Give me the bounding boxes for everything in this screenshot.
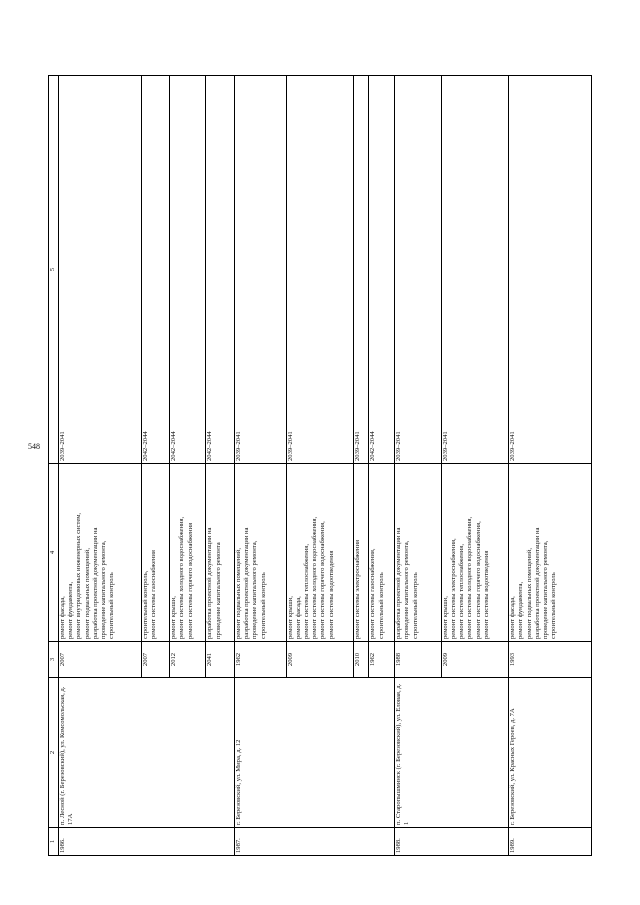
work-item: строительный контроль: [377, 572, 385, 639]
work-item: ремонт внутридомовых инженерных систем,: [75, 512, 83, 639]
year-cell: 1988: [395, 642, 442, 678]
row-number: 1987.: [234, 828, 394, 856]
work-item: разработка проектной документации на: [206, 527, 214, 639]
period-cell: 2039–2041: [234, 76, 286, 464]
work-item: проведение капитального ремонта,: [100, 540, 108, 639]
work-item: разработка проектной документации на: [91, 527, 99, 639]
work-item: ремонт фасада,: [59, 596, 66, 639]
work-item: ремонт системы водоотведения: [482, 550, 490, 639]
work-item: ремонт системы водоотведения: [327, 550, 335, 639]
period-cell: 2039–2041: [353, 76, 369, 464]
work-item: ремонт системы горячего водоснабжения,: [319, 521, 327, 639]
table-row: [509, 76, 592, 856]
work-item: строительный контроль,: [141, 570, 149, 639]
header-col-3: 3: [49, 642, 59, 678]
address-cell: п. Старопышминск (г. Березовский), ул. Еловая, д. 1: [395, 678, 509, 828]
year-cell: 2041: [206, 642, 234, 678]
work-item: ремонт фундамента,: [517, 581, 525, 639]
work-item: ремонт подвальных помещений,: [525, 548, 533, 639]
row-number: 1986.: [59, 828, 235, 856]
work-item: строительный контроль: [411, 572, 419, 639]
work-item: ремонт системы газоснабжения: [149, 550, 157, 639]
period-cell: 2042–2044: [206, 76, 234, 464]
works-cell: [286, 464, 353, 642]
work-item: разработка проектной документации на: [395, 527, 403, 639]
work-item: строительный контроль: [550, 572, 558, 639]
period-cell: 2042–2044: [369, 76, 395, 464]
works-cell: [441, 464, 508, 642]
works-cell: [395, 464, 442, 642]
work-item: ремонт фасада,: [294, 596, 302, 639]
period-cell: 2039–2041: [509, 76, 592, 464]
period-cell: 2042–2044: [141, 76, 169, 464]
address-cell: п. Лесной (г. Березовский), ул. Комсомольская, д. 17А: [59, 678, 235, 828]
work-item: строительный контроль: [259, 572, 267, 639]
work-item: проведение капитального ремонта,: [251, 540, 259, 639]
work-item: разработка проектной документации на: [243, 527, 251, 639]
period-cell: 2039–2041: [395, 76, 442, 464]
work-item: разработка проектной документации на: [533, 527, 541, 639]
work-item: ремонт подвальных помещений,: [234, 548, 242, 639]
works-cell: [353, 464, 369, 642]
work-item: ремонт системы электроснабжения,: [450, 538, 458, 639]
work-item: ремонт системы холодного водоснабжения,: [311, 516, 319, 639]
work-item: ремонт фундамента,: [67, 581, 75, 639]
period-cell: 2039–2041: [441, 76, 508, 464]
work-item: ремонт системы газоснабжения,: [369, 548, 377, 639]
work-item: проведение капитального ремонта,: [403, 540, 411, 639]
period-cell: 2039–2041: [286, 76, 353, 464]
year-cell: 2007: [59, 642, 142, 678]
year-cell: 2009: [286, 642, 353, 678]
work-item: ремонт системы теплоснабжения,: [303, 544, 311, 639]
table-body: [59, 76, 592, 856]
page-number: 548: [28, 442, 40, 451]
row-number: 1988.: [395, 828, 509, 856]
year-cell: 1962: [234, 642, 286, 678]
repair-schedule-table: [48, 75, 592, 856]
work-item: ремонт системы холодного водоснабжения,: [178, 516, 186, 639]
header-col-1: 1: [49, 828, 59, 856]
work-item: ремонт крыши,: [441, 596, 449, 639]
year-cell: 2009: [441, 642, 508, 678]
work-item: строительный контроль: [108, 572, 116, 639]
header-row: [49, 76, 59, 856]
work-item: проведение капитального ремонта: [214, 542, 222, 639]
table-row: [234, 76, 286, 856]
work-item: ремонт системы холодного водоснабжения,: [466, 516, 474, 639]
period-cell: 2039–2041: [59, 76, 142, 464]
work-item: ремонт подвальных помещений,: [83, 548, 91, 639]
works-cell: [170, 464, 206, 642]
work-item: ремонт крыши,: [286, 596, 294, 639]
address-cell: г. Березовский, ул. Мира, д. 12: [234, 678, 394, 828]
works-cell: [509, 464, 592, 642]
work-item: ремонт системы теплоснабжения,: [458, 544, 466, 639]
year-cell: 2012: [170, 642, 206, 678]
table-row: [59, 76, 142, 856]
works-cell: [369, 464, 395, 642]
year-cell: 1962: [369, 642, 395, 678]
year-cell: 2007: [141, 642, 169, 678]
year-cell: 2010: [353, 642, 369, 678]
works-cell: [59, 464, 142, 642]
address-cell: г. Березовский, ул. Красных Героев, д. 7А: [509, 678, 592, 828]
year-cell: 1993: [509, 642, 592, 678]
header-col-5: 5: [49, 76, 59, 464]
work-item: ремонт системы горячего водоснабжения,: [474, 521, 482, 639]
works-cell: [141, 464, 169, 642]
header-col-2: 2: [49, 678, 59, 828]
period-cell: 2042–2044: [170, 76, 206, 464]
header-col-4: 4: [49, 464, 59, 642]
row-number: 1989.: [509, 828, 592, 856]
work-item: ремонт крыши,: [170, 596, 178, 639]
work-item: ремонт системы горячего водоснабжения: [186, 522, 194, 639]
work-item: ремонт фасада,: [509, 596, 517, 639]
rotated-table-container: [48, 76, 592, 856]
works-cell: [206, 464, 234, 642]
works-cell: [234, 464, 286, 642]
work-item: ремонт системы электроснабжения: [353, 539, 361, 639]
table-row: [395, 76, 442, 856]
work-item: проведение капитального ремонта,: [541, 540, 549, 639]
